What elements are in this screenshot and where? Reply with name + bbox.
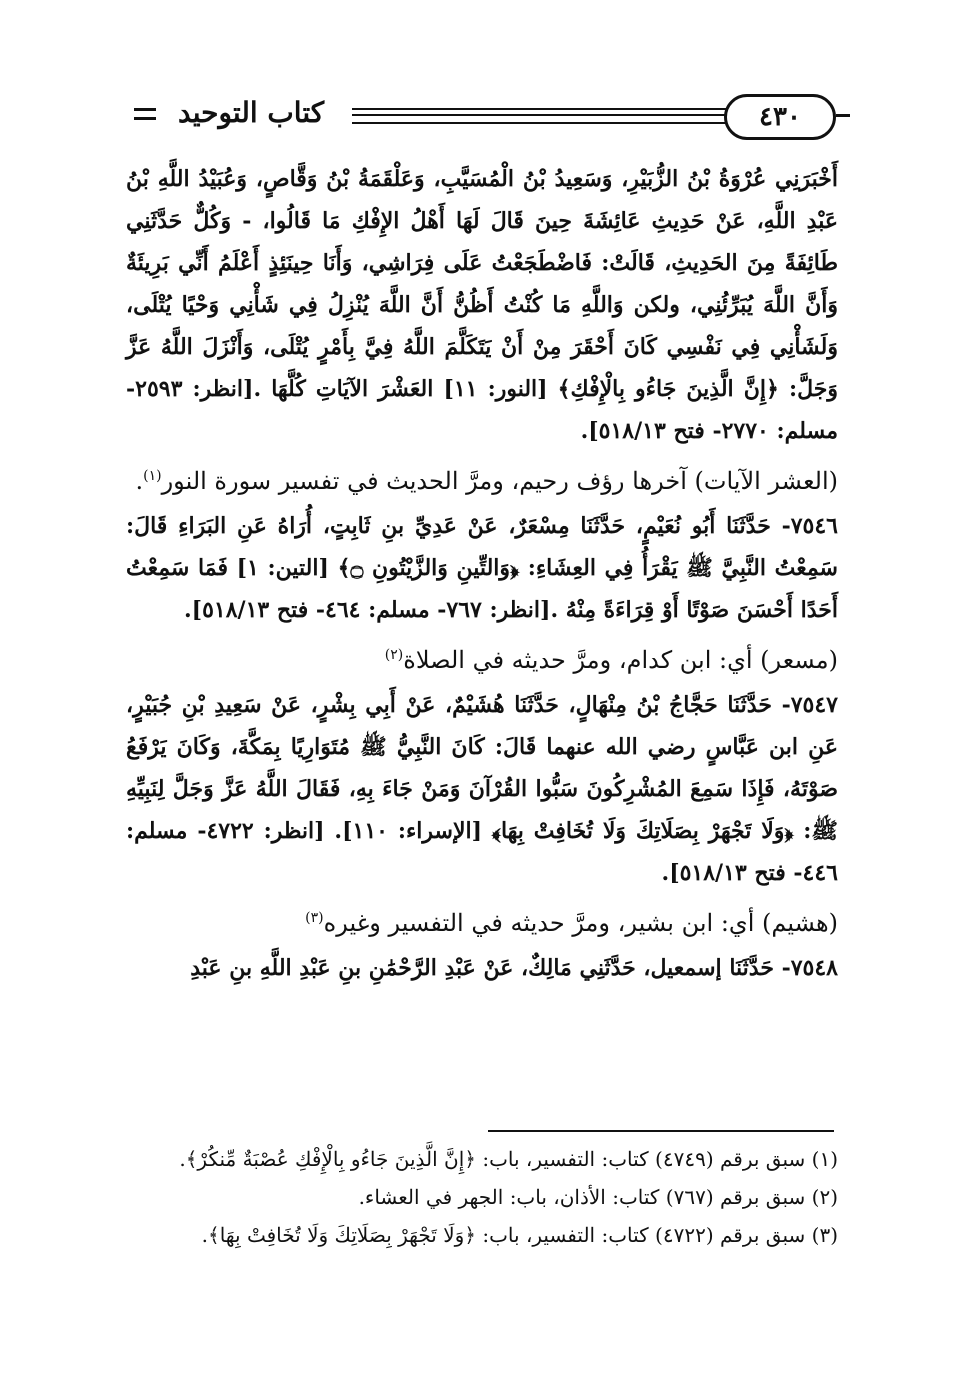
hadith-paragraph: ٧٥٤٧- حَدَّثَنَا حَجَّاجُ بْنُ مِنْهَالٍ، حَدَّثَنَا هُشَيْمٌ، عَنْ أَبِي بِشْرٍ، عَنْ سَعِيدِ بْنِ جُبَيْرٍ، عَنِ ابن عَبَّاسٍ رضي الله عنهما قَالَ: كَانَ النَّبِيُّ ﷺ مُتَوَارِيًا بِمَكَّةَ، وَكَانَ يَرْفَعُ صَوْتَهُ، فَإِذَا سَمِعَ المُشْرِكُونَ سَبُّوا القُرْآنَ وَمَنْ جَاءَ بِهِ، فَقَالَ اللَّهُ عَزَّ وَجَلَّ لِنَبِيِّهِ ﷺ: ﴿وَلَا تَجْهَرْ بِصَلَاتِكَ وَلَا تُخَافِتْ بِهَا﴾ [الإسراء: ١١٠]. [انظر: ٤٧٢٢- مسلم: ٤٤٦- فتح ٥١٨/١٣]. [126,692,838,886]
commentary-text: (مسعر) أي: ابن كدام، ومرَّ حديثه في الصلاة [403,646,838,674]
footnote-marker: (٣) [305,910,324,926]
hadith-paragraph: ٧٥٤٦- حَدَّثَنَا أَبُو نُعَيْمٍ، حَدَّثَنَا مِسْعَرٌ، عَنْ عَدِيِّ بنِ ثَابِتٍ، أُرَاهُ عَنِ البَرَاءِ قَالَ: سَمِعْتُ النَّبِيَّ ﷺ يَقْرَأُ فِي العِشَاءِ: ﴿وَالتِّينِ وَالزَّيْتُونِ ۝﴾ [التين: ١] فَمَا سَمِعْتُ أَحَدًا أَحْسَنَ صَوْتًا أَوْ قِرَاءَةً مِنْهُ .[انظر: ٧٦٧- مسلم: ٤٦٤- فتح ٥١٨/١٣]. [126,513,838,623]
page-number: ٤٣٠ [724,94,836,140]
footnote-marker: (١) [143,468,162,484]
footnote: (٢) سبق برقم (٧٦٧) كتاب: الأذان، باب: الجهر في العشاء. [358,1185,838,1209]
footnote-marker: (٢) [384,647,404,663]
book-title: كتاب التوحيد [178,96,325,129]
page-header [120,92,842,152]
footnotes [126,1140,838,1254]
header-rule-tail [836,114,850,117]
hadith-paragraph: أَخْبَرَنِي عُرْوَةُ بْنُ الزُّبَيْرِ، وَسَعِيدُ بْنُ الْمُسَيَّبِ، وَعَلْقَمَةُ بْنُ وَقَّاصٍ، وَعُبَيْدُ اللَّهِ بْنُ عَبْدِ اللَّهِ، عَنْ حَدِيثِ عَائِشَةَ حِينَ قَالَ لَهَا أَهْلُ الإِفْكِ مَا قَالُوا، - وَكُلٌّ حَدَّثَنِي طَائِفَةً مِنَ الحَدِيثِ، قَالَتْ: فَاضْطَجَعْتُ عَلَى فِرَاشِي، وَأَنَا حِينَئِذٍ أَعْلَمُ أَنِّي بَرِيئَةٌ وَأَنَّ اللَّهَ يُبَرِّئُنِي، ولكن وَاللَّهِ مَا كُنْتُ أَظُنُّ أَنَّ اللَّهَ يُنْزِلُ فِي شَأْنِي وَحْيًا يُتْلَى، وَلَشَأْنِي فِي نَفْسِي كَانَ أَحْقَرَ مِنْ أَنْ يَتَكَلَّمَ اللَّهُ فِيَّ بِأَمْرٍ يُتْلَى، وَأَنْزَلَ اللَّهُ عَزَّ وَجَلَّ: ﴿إِنَّ الَّذِينَ جَاءُو بِالْإِفْكِ﴾ [النور: ١١] العَشْرَ الآيَاتِ كُلَّهَا .[انظر: ٢٥٩٣- مسلم: ٢٧٧٠- فتح ٥١٨/١٣]. [126,166,839,444]
header-ornament [134,108,156,120]
commentary-text: (هشيم) أي: ابن بشير، ومرَّ حديثه في التفسير وغيره [323,909,838,937]
footnote-separator [488,1130,834,1132]
hadith-paragraph: ٧٥٤٨- حَدَّثَنَا إسمعيل، حَدَّثَنِي مَالِكٌ، عَنْ عَبْدِ الرَّحْمَٰنِ بنِ عَبْدِ اللَّهِ بنِ عَبْدِ [190,955,838,981]
commentary-paragraph [126,456,838,501]
commentary-text: (العشر الآيات) آخرها رؤف رحيم، ومرَّ الحديث في تفسير سورة النور [161,467,838,495]
footnote: (١) سبق برقم (٤٧٤٩) كتاب: التفسير، باب: ﴿إِنَّ الَّذِينَ جَاءُو بِالْإِفْكِ عُصْبَةٌ مِّنكُرْ﴾. [179,1147,838,1171]
commentary-paragraph [126,635,838,680]
commentary-end: . [135,467,144,495]
commentary-paragraph [126,898,838,943]
page-body [126,158,838,989]
footnote: (٣) سبق برقم (٤٧٢٢) كتاب: التفسير، باب: ﴿وَلَا تَجْهَرْ بِصَلَاتِكَ وَلَا تُخَافِتْ بِهَا﴾. [201,1223,838,1247]
